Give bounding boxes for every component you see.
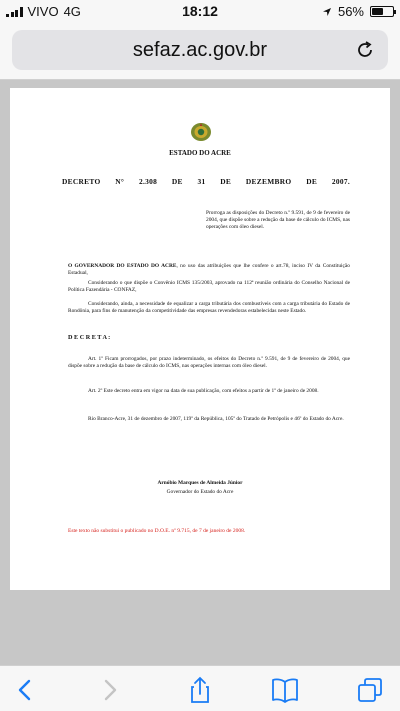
considerando-2: Considerando, ainda, a necessidade de equalizar a carga tributária dos combustíveis com a carga tributária do Estado de Rondônia, para fins de manutenção da competitividade das empresas revendedoras estabelecidas neste Estado.	[68, 301, 350, 315]
preamble	[68, 263, 350, 277]
signer-title: Governador do Estado do Acre	[166, 489, 234, 495]
decree-day: 31	[197, 177, 206, 186]
status-right	[322, 4, 394, 19]
decree-de-2: DE	[220, 177, 232, 186]
battery-percent: 56%	[337, 4, 364, 19]
publication-note: Este texto não substitui o publicado no D.O.E. nº 9.715, de 7 de janeiro de 2008.	[68, 528, 246, 534]
browser-header	[0, 22, 400, 80]
forward-icon[interactable]	[95, 676, 125, 704]
decree-number: 2.308	[138, 177, 158, 186]
decree-month: DEZEMBRO	[245, 177, 292, 186]
battery-icon	[370, 6, 394, 17]
decree-de-1: DE	[171, 177, 183, 186]
article-2: Art. 2º Este decreto entra em vigor na data de sua publicação, com efeitos a partir de 1º de janeiro de 2008.	[88, 388, 319, 394]
carrier-label: VIVO	[27, 4, 59, 19]
decree-no: N°	[115, 177, 125, 186]
web-content[interactable]	[0, 80, 400, 665]
considerando-1: Considerando o que dispõe o Convênio ICMS 135/2003, aprovado na 112ª reunião ordinária do Conselho Nacional de Política Fazendária - CONFAZ,	[68, 280, 350, 294]
back-icon[interactable]	[10, 676, 40, 704]
decree-heading	[62, 178, 350, 185]
share-icon[interactable]	[185, 676, 215, 704]
preamble-governor: O GOVERNADOR DO ESTADO DO ACRE	[68, 263, 177, 269]
battery-fill	[372, 8, 383, 15]
decree-de-3: DE	[306, 177, 318, 186]
address-bar[interactable]	[12, 30, 388, 70]
place-date: Rio Branco-Acre, 31 de dezembro de 2007, 119º da República, 105º do Tratado de Petrópolis e 46º do Estado do Acre.	[88, 416, 344, 422]
network-label: 4G	[63, 4, 81, 19]
bookmarks-icon[interactable]	[270, 676, 300, 704]
bottom-toolbar	[0, 665, 400, 711]
decree-document	[10, 88, 390, 590]
status-bar	[0, 0, 400, 22]
status-time: 18:12	[182, 3, 218, 19]
url-text: sefaz.ac.gov.br	[132, 39, 268, 61]
reload-icon[interactable]	[354, 39, 376, 61]
state-title: ESTADO DO ACRE	[169, 149, 231, 157]
acre-coat-of-arms-icon	[190, 122, 212, 142]
decree-summary: Prorroga as disposições do Decreto n.º 9.591, de 9 de fevereiro de 2004, que dispõe sobre a redução da base de cálculo do ICMS, nas operações com óleo diesel.	[206, 210, 350, 231]
preamble-text: , no uso das atribuições que lhe confere o art.78, inciso IV da Constituição Estadual,	[68, 263, 350, 277]
signer-name: Arnóbio Marques de Almeida Júnior	[157, 480, 243, 486]
location-arrow-icon	[322, 7, 332, 17]
decree-year: 2007.	[331, 177, 350, 186]
decreta-heading: D E C R E T A :	[68, 334, 111, 341]
decree-word: DECRETO	[62, 177, 101, 186]
tabs-icon[interactable]	[355, 676, 385, 704]
article-1: Art. 1º Ficam prorrogados, por prazo indeterminado, os efeitos do Decreto n.º 9.591, de 9 de fevereiro de 2004, que dispõe sobre a redução da base de cálculo do ICMS, nas operações internas com óleo diesel.	[68, 356, 350, 370]
